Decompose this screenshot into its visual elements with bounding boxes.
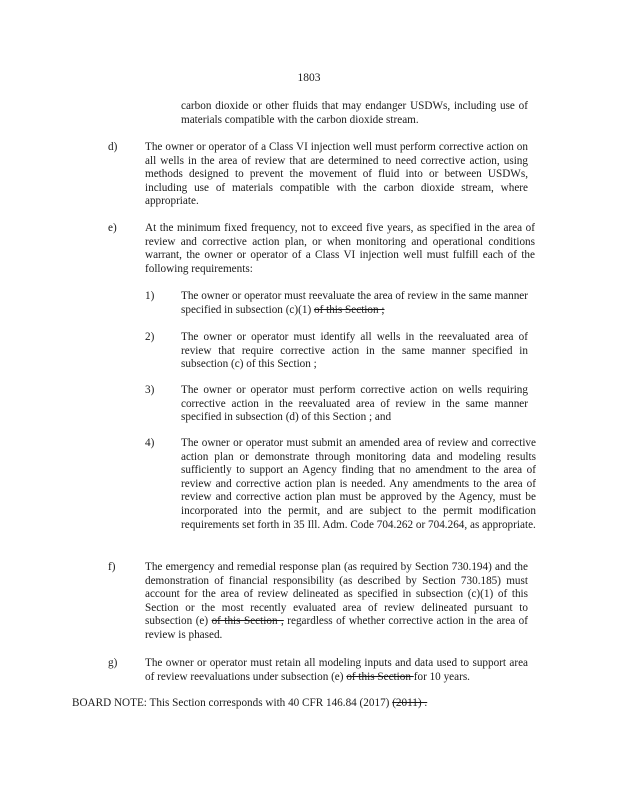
sub-item-3-label: 3) (145, 384, 155, 396)
item-g-struck: of this Section (346, 670, 414, 683)
item-f-struck: of this Section , (211, 615, 284, 628)
board-note-text: BOARD NOTE: This Section corresponds with 40 CFR 146.84 (2017) (72, 697, 393, 709)
sub-item-4-label: 4) (145, 437, 155, 449)
item-g-label: g) (108, 657, 118, 669)
item-g-body-after: for 10 years. (413, 670, 470, 683)
item-d-label: d) (108, 141, 118, 153)
board-note-struck: (2011) . (392, 697, 428, 709)
item-e-label: e) (108, 222, 117, 234)
sub-item-2-label: 2) (145, 331, 155, 343)
page-number: 1803 (297, 72, 321, 84)
item-f-body-before: The emergency and remedial response plan (as required by Section 730.194) and the demonstration of financial responsibility (as described by Section 730.185) must account for the area of review delineated as specified in subsection (c)(1) of this Section or the most recently evaluated area of review delineated pursuant to subsection (e) (145, 561, 528, 628)
sub-item-1-struck: of this Section ; (313, 303, 385, 316)
sub-item-1-text (181, 290, 528, 317)
sub-item-1-label: 1) (145, 290, 155, 302)
continuation-text: carbon dioxide or other fluids that may endanger USDWs, including use of materials compatible with the carbon dioxide stream. (181, 100, 528, 126)
sub-item-3-text: The owner or operator must perform corrective action on wells requiring corrective action in the reevaluated area of review in the same manner specified in subsection (d) of this Section ; and (181, 384, 528, 424)
item-e-text: At the minimum fixed frequency, not to exceed five years, as specified in the area of review and corrective action plan, or when monitoring and operational conditions warrant, the owner or operator of a Class VI injection well must fulfill each of the following requirements: (145, 222, 535, 275)
board-note (72, 697, 532, 711)
item-f-text (145, 561, 528, 643)
sub-item-1-body: The owner or operator must reevaluate the area of review in the same manner specified in subsection (c)(1) (181, 290, 528, 316)
item-d-text: The owner or operator of a Class VI injection well must perform corrective action on all wells in the area of review that are determined to need corrective action, using methods designed to prevent the movement of fluid into or between USDWs, including use of materials compatible with the carbon dioxide stream, where appropriate. (145, 141, 528, 208)
item-g-text (145, 657, 528, 684)
item-g-body-before: The owner or operator must retain all modeling inputs and data used to support area of review reevaluations under subsection (e) (145, 657, 528, 683)
sub-item-2-text: The owner or operator must identify all wells in the reevaluated area of review that require corrective action in the same manner specified in subsection (c) of this Section ; (181, 331, 528, 371)
sub-item-4-text: The owner or operator must submit an amended area of review and corrective action plan or demonstrate through monitoring data and modeling results sufficiently to support an Agency finding that no amendment to the area of review and corrective action plan is needed. Any amendments to the area of review and corrective action plan must be approved by the Agency, must be incorporated into the permit, and are subject to the permit modification requirements set forth in 35 Ill. Adm. Code 704.262 or 704.264, as appropriate. (181, 437, 536, 531)
item-f-label: f) (108, 561, 116, 573)
item-f-body-after: regardless of whether corrective action in the area of review is phased. (145, 615, 528, 641)
